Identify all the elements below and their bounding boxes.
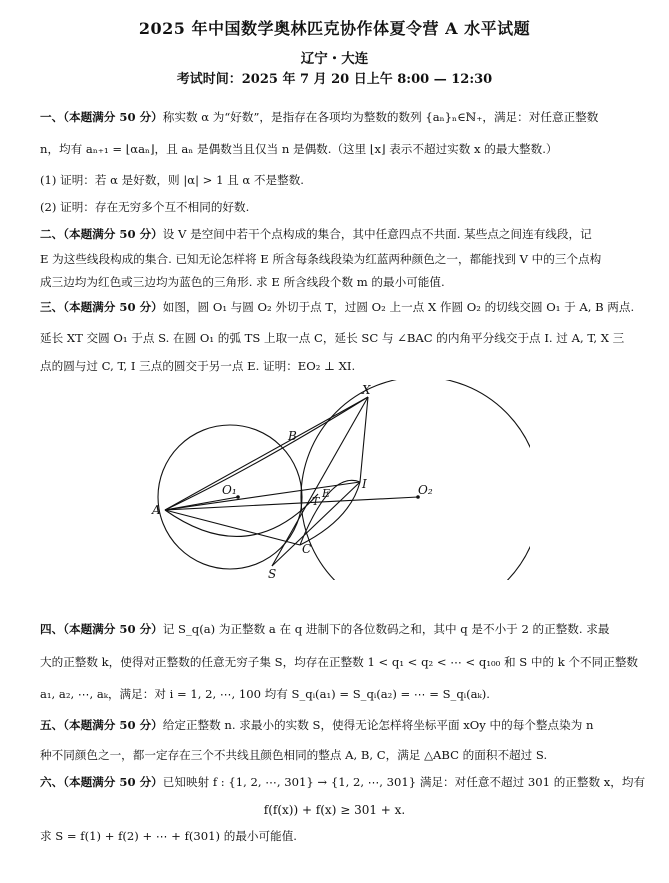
label-a: A bbox=[152, 503, 161, 517]
point-o1 bbox=[236, 495, 240, 499]
line-xs bbox=[272, 397, 368, 566]
problem-2-line-3: 成三边均为红色或三边均为蓝色的三角形. 求 E 所含线段个数 m 的最小可能值. bbox=[40, 275, 445, 289]
problem-3-heading: 三、（本题满分 50 分） bbox=[40, 300, 163, 314]
problem-2-line-1: 二、（本题满分 50 分）设 V 是空间中若干个点构成的集合，其中任意四点不共面. 某些点之间连有线段，记 bbox=[40, 227, 592, 241]
problem-5-line-2: 种不同颜色之一，都一定存在三个不共线且颜色相同的整点 A, B, C，满足 △ABC 的面积不超过 S. bbox=[40, 748, 548, 762]
page-title: 2025 年中国数学奥林匹克协作体夏令营 A 水平试题 bbox=[138, 19, 531, 38]
problem-2-line-2: E 为这些线段构成的集合. 已知无论怎样将 E 所含每条线段染为红蓝两种颜色之一，都能找到 V 中的三个点构 bbox=[40, 252, 602, 266]
problem-6-inequality: f(f(x)) + f(x) ≥ 301 + x. bbox=[263, 803, 406, 817]
problem-4-heading: 四、（本题满分 50 分） bbox=[40, 622, 163, 636]
problem-3-line-2: 延长 XT 交圆 O₁ 于点 S. 在圆 O₁ 的弧 TS 上取一点 C，延长 SC 与 ∠BAC 的内角平分线交于点 I. 过 A, T, X 三 bbox=[40, 331, 625, 345]
circle-o2 bbox=[301, 380, 530, 580]
problem-5-heading: 五、（本题满分 50 分） bbox=[40, 718, 163, 732]
exam-time: 考试时间：2025 年 7 月 20 日上午 8:00 — 12:30 bbox=[176, 72, 493, 87]
label-b: B bbox=[288, 429, 297, 443]
problem-3-line-3: 点的圆与过 C, T, I 三点的圆交于另一点 E. 证明：EO₂ ⊥ XI. bbox=[40, 359, 356, 373]
problem-6-heading: 六、（本题满分 50 分） bbox=[40, 775, 163, 789]
problem-5-line-1: 五、（本题满分 50 分）给定正整数 n. 求最小的实数 S，使得无论怎样将坐标平面 xOy 中的每个整点染为 n bbox=[40, 718, 594, 732]
problem-1-part-2: (2) 证明：存在无穷多个互不相同的好数. bbox=[40, 200, 250, 214]
problem-1-heading: 一、（本题满分 50 分） bbox=[40, 110, 163, 124]
problem-3-line-1: 三、（本题满分 50 分）如图，圆 O₁ 与圆 O₂ 外切于点 T，过圆 O₂ 上一点 X 作圆 O₂ 的切线交圆 O₁ 于 A, B 两点. bbox=[40, 300, 635, 314]
label-s: S bbox=[268, 567, 277, 580]
circle-o1 bbox=[158, 425, 302, 569]
label-t: T bbox=[312, 495, 320, 508]
label-o2: O₂ bbox=[418, 483, 433, 497]
problem-4-line-2: 大的正整数 k，使得对正整数的任意无穷子集 S，均存在正整数 1 < q₁ < q₂ < ⋯ < q₁₀₀ 和 S 中的 k 个不同正整数 bbox=[40, 655, 639, 669]
line-ac bbox=[165, 510, 300, 545]
problem-2-heading: 二、（本题满分 50 分） bbox=[40, 227, 163, 241]
problem-1-part-1: (1) 证明：若 α 是好数，则 |α| > 1 且 α 不是整数. bbox=[40, 173, 304, 187]
label-c: C bbox=[302, 542, 312, 556]
geometry-figure bbox=[150, 380, 530, 580]
label-x: X bbox=[362, 383, 371, 397]
problem-6-line-1: 六、（本题满分 50 分）已知映射 f : {1, 2, ⋯, 301} → {1, 2, ⋯, 301} 满足：对任意不超过 301 的正整数 x，均有 bbox=[40, 775, 646, 789]
tangent-line-ax bbox=[165, 397, 368, 510]
problem-6-line-3: 求 S = f(1) + f(2) + ⋯ + f(301) 的最小可能值. bbox=[40, 829, 297, 843]
label-i: I bbox=[362, 477, 367, 491]
exam-location: 辽宁・大连 bbox=[300, 51, 369, 67]
problem-1-line-1: 一、（本题满分 50 分）称实数 α 为“好数”，是指存在各项均为整数的数列 {aₙ}ₙ∈ℕ₊，满足：对任意正整数 bbox=[40, 110, 599, 124]
label-e: E bbox=[322, 487, 331, 500]
label-o1: O₁ bbox=[222, 483, 237, 497]
problem-1-line-2: n，均有 aₙ₊₁ = ⌊αaₙ⌋，且 aₙ 是偶数当且仅当 n 是偶数.（这里 ⌊x⌋ 表示不超过实数 x 的最大整数.） bbox=[40, 142, 558, 156]
problem-4-line-1: 四、（本题满分 50 分）记 S_q(a) 为正整数 a 在 q 进制下的各位数码之和，其中 q 是不小于 2 的正整数. 求最 bbox=[40, 622, 610, 636]
problem-4-line-3: a₁, a₂, ⋯, aₖ，满足：对 i = 1, 2, ⋯, 100 均有 S_qᵢ(a₁) = S_qᵢ(a₂) = ⋯ = S_qᵢ(aₖ). bbox=[40, 687, 490, 701]
